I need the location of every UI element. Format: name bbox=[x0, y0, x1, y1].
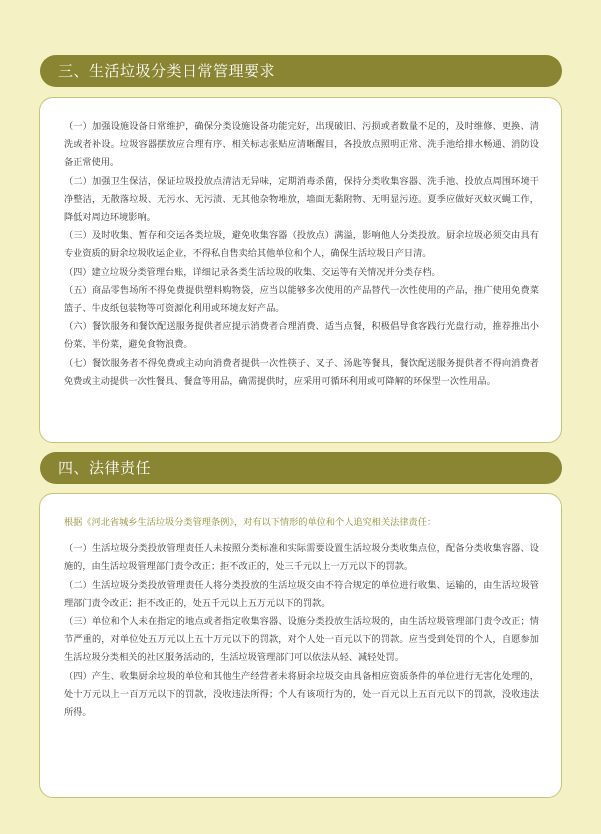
requirement-item-5: （五）商品零售场所不得免费提供塑料购物袋，应当以能够多次使用的产品替代一次性使用的产品，推广使用免费菜篮子、牛皮纸包装物等可资源化利用或环境友好产品。 bbox=[64, 284, 539, 315]
requirement-item-1: （一）加强设施设备日常维护，确保分类设施设备功能完好，出现破旧、污损或者数量不足的，及时维修、更换、清洗或者补设。垃圾容器摆放应合理有序、相关标志张贴应清晰醒目，各投放点照明正常、洗手池给排水畅通、消防设备正常使用。 bbox=[64, 121, 539, 169]
legal-intro: 根据《河北省城乡生活垃圾分类管理条例》，对有以下情形的单位和个人追究相关法律责任： bbox=[64, 517, 437, 528]
requirement-item-2: （二）加强卫生保洁，保证垃圾投放点清洁无异味，定期消毒杀菌，保持分类收集容器、洗手池、投放点周围环境干净整洁，无散落垃圾、无污水、无污渍、无其他杂物堆放，墙面无黏附物、无明显污迹。夏季应做好灭蚊灭蝇工作，降低对周边环境影响。 bbox=[64, 175, 539, 224]
liability-item-3: （三）单位和个人未在指定的地点或者指定收集容器、设施分类投放生活垃圾的，由生活垃圾管理部门责令改正；情节严重的，对单位处五万元以上五十万元以下的罚款，对个人处一百元以下的罚款。应当受到处罚的个人，自愿参加生活垃圾分类相关的社区服务活动的，生活垃圾管理部门可以依法从轻、减轻处罚。 bbox=[64, 616, 539, 664]
liability-item-1: （一）生活垃圾分类投放管理责任人未按照分类标准和实际需要设置生活垃圾分类收集点位，配备分类收集容器、设施的，由生活垃圾管理部门责令改正；拒不改正的，处三千元以上一万元以下的罚款。 bbox=[64, 543, 539, 573]
requirement-item-7: （七）餐饮服务者不得免费或主动向消费者提供一次性筷子、叉子、汤匙等餐具，餐饮配送服务提供者不得向消费者免费或主动提供一次性餐具、餐盒等用品，确需提供时，应采用可循环利用或可降解的环保型一次性用品。 bbox=[64, 357, 539, 387]
section-4-card bbox=[39, 493, 562, 798]
requirement-item-3: （三）及时收集、暂存和交运各类垃圾，避免收集容器（投放点）满溢，影响他人分类投放。厨余垃圾必须交由具有专业资质的厨余垃圾收运企业，不得私自售卖给其他单位和个人，确保生活垃圾日产日清。 bbox=[64, 230, 539, 260]
section-3-title: 三、生活垃圾分类日常管理要求 bbox=[58, 62, 276, 80]
section-3-header bbox=[40, 55, 562, 87]
section-4-header bbox=[40, 452, 562, 484]
requirement-item-4: （四）建立垃圾分类管理台账，详细记录各类生活垃圾的收集、交运等有关情况并分类存档。 bbox=[64, 266, 441, 278]
liability-item-4: （四）产生、收集厨余垃圾的单位和其他生产经营者未将厨余垃圾交由具备相应资质条件的单位进行无害化处理的，处十万元以上一百万元以下的罚款，没收违法所得；个人有该项行为的，处一百元以上五百元以下的罚款，没收违法所得。 bbox=[64, 670, 539, 719]
liability-item-2: （二）生活垃圾分类投放管理责任人将分类投放的生活垃圾交由不符合规定的单位进行收集、运输的，由生活垃圾管理部门责令改正；拒不改正的，处五千元以上五万元以下的罚款。 bbox=[64, 579, 539, 609]
section-4-title: 四、法律责任 bbox=[58, 459, 152, 477]
section-3-card bbox=[39, 97, 562, 443]
requirement-item-6: （六）餐饮服务和餐饮配送服务提供者应提示消费者合理消费、适当点餐，积极倡导食客践行光盘行动，推荐推出小份菜、半份菜，避免食物浪费。 bbox=[64, 321, 539, 351]
